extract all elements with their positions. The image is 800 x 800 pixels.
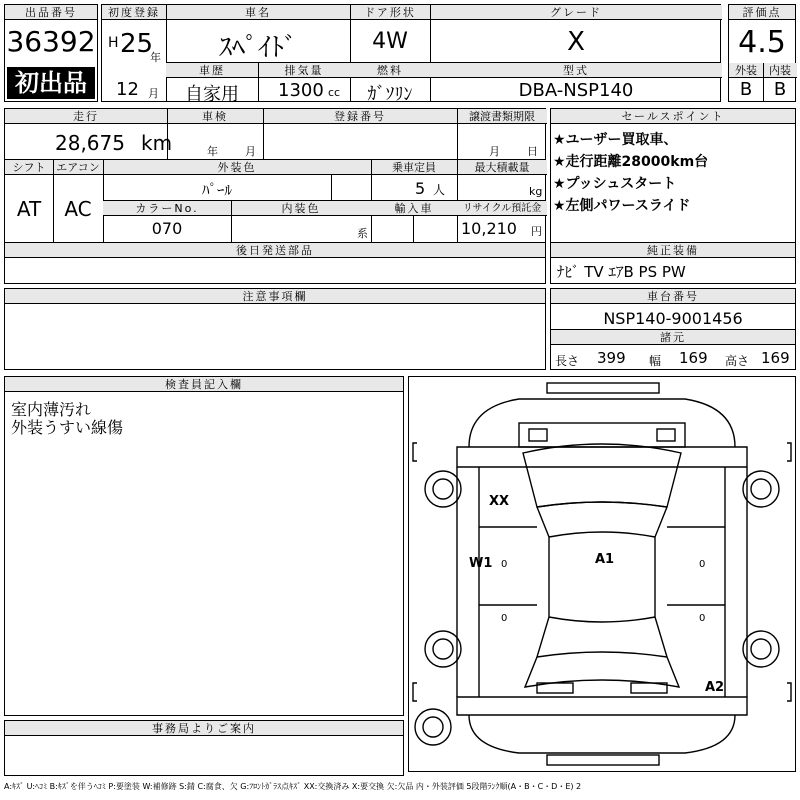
- inspection-month-unit: 月: [245, 145, 256, 158]
- damage-mark-a1: A1: [595, 552, 615, 567]
- score-header: 評価点: [729, 5, 795, 20]
- dims-header: 諸元: [551, 330, 795, 345]
- vehicle-info-box: [101, 4, 721, 105]
- door-type: 4W: [372, 29, 408, 54]
- year-unit: 年: [150, 51, 161, 64]
- exterior-header: 外装: [729, 63, 763, 78]
- load-unit: kg: [529, 185, 543, 198]
- recycle-header: リサイクル預託金: [457, 201, 547, 216]
- equipment-header: 純正装備: [551, 243, 795, 258]
- inspection-year-unit: 年: [207, 145, 218, 158]
- recycle-unit: 円: [531, 225, 542, 238]
- month-unit: 月: [148, 87, 159, 100]
- sales-points-header: セールスポイント: [551, 109, 795, 124]
- model-value: DBA-NSP140: [518, 80, 634, 101]
- car-name-header: 車名: [166, 5, 350, 20]
- transfer-month-unit: 月: [489, 145, 500, 158]
- grade-header: グレード: [430, 5, 722, 20]
- transfer-header: 譲渡書類期限: [457, 109, 547, 124]
- damage-mark-w1: W1: [469, 556, 493, 571]
- sales-point: ★左側パワースライド: [553, 198, 691, 214]
- car-diagram: [409, 377, 795, 771]
- sales-point: ★ユーザー買取車、: [553, 132, 678, 148]
- inspector-box: [4, 376, 404, 716]
- capacity-value: 5: [415, 179, 426, 198]
- import-header: 輸入車: [371, 201, 457, 216]
- details-box: [4, 108, 546, 284]
- color-value: ﾊﾟｰﾙ: [201, 181, 232, 199]
- first-listing-badge: 初出品: [7, 67, 95, 99]
- interior-grade: B: [773, 79, 787, 100]
- shift-value: AT: [16, 197, 42, 221]
- ac-header: エアコン: [53, 160, 103, 175]
- displacement-header: 排気量: [258, 63, 350, 78]
- history-value: 自家用: [185, 84, 239, 105]
- length-value: 399: [597, 349, 626, 367]
- capacity-header: 乗車定員: [371, 160, 457, 175]
- side-mark: 0: [501, 613, 508, 624]
- damage-legend: A:ｷｽﾞ U:ﾍｺﾐ B:ｷｽﾞを伴うﾍｺﾐ P:要塗装 W:補修跡 S:錆 C:腐食、欠 G:ﾌﾛﾝﾄｶﾞﾗｽ点ｷｽﾞ XX:交換済み X:要交換 欠:欠品 内・外装評価 5段階ﾗﾝｸ順(A・B・C・D・E) 2: [4, 782, 582, 791]
- transfer-day-unit: 日: [527, 145, 538, 158]
- fuel-value: ｶﾞｿﾘﾝ: [367, 84, 413, 105]
- ac-value: AC: [64, 197, 92, 221]
- score-value: 4.5: [738, 25, 786, 60]
- score-box: [728, 4, 796, 102]
- inspector-note: 室内薄汚れ: [11, 400, 92, 419]
- reg-month: 12: [116, 79, 139, 100]
- notes-box: [4, 288, 546, 370]
- interior-color-header: 内装色: [231, 201, 371, 216]
- fuel-header: 燃料: [350, 63, 430, 78]
- recycle-value: 10,210: [461, 219, 517, 238]
- side-mark: 0: [501, 559, 508, 570]
- height-value: 169: [761, 349, 790, 367]
- notes-header: 注意事項欄: [5, 289, 545, 304]
- chassis-number: NSP140-9001456: [603, 309, 743, 328]
- door-header: ドア形状: [350, 5, 430, 20]
- office-box: [4, 720, 404, 776]
- load-header: 最大積載量: [457, 160, 547, 175]
- plate-header: 登録番号: [263, 109, 457, 124]
- model-header: 型式: [430, 63, 722, 78]
- inspector-header: 検査員記入欄: [5, 377, 403, 392]
- mileage-unit: km: [141, 131, 173, 155]
- grade: X: [567, 27, 585, 57]
- office-header: 事務局よりご案内: [5, 721, 403, 736]
- side-mark: 0: [699, 559, 706, 570]
- sales-point: ★走行距離28000km台: [553, 154, 709, 170]
- interior-color-unit: 系: [357, 227, 368, 240]
- chassis-box: [550, 288, 796, 370]
- exterior-grade: B: [739, 79, 753, 100]
- sales-point: ★プッシュスタート: [553, 176, 677, 192]
- lot-header: 出品番号: [5, 5, 97, 20]
- length-label: 長さ: [555, 354, 580, 368]
- mileage-value: 28,675: [55, 131, 125, 155]
- capacity-unit: 人: [433, 183, 446, 197]
- displacement-unit: cc: [328, 86, 341, 99]
- color-no-header: カラーNo.: [103, 201, 231, 216]
- width-label: 幅: [649, 354, 662, 368]
- displacement-value: 1300: [278, 80, 324, 101]
- width-value: 169: [679, 349, 708, 367]
- side-mark: 0: [699, 613, 706, 624]
- reg-year: 25: [120, 29, 154, 59]
- equipment-value: ﾅﾋﾞ TV ｴｱB PS PW: [557, 263, 686, 281]
- lot-box: [4, 4, 98, 102]
- mileage-header: 走行: [5, 109, 167, 124]
- car-diagram-box: [408, 376, 796, 772]
- lot-number: 36392: [6, 25, 96, 58]
- damage-mark-a2: A2: [705, 680, 725, 695]
- sales-points-box: [550, 108, 796, 284]
- chassis-header: 車台番号: [551, 289, 795, 304]
- reg-year-header: 初度登録: [102, 5, 166, 20]
- shift-header: シフト: [5, 160, 53, 175]
- inspector-note: 外装うすい線傷: [11, 418, 124, 437]
- later-parts-header: 後日発送部品: [5, 243, 545, 258]
- history-header: 車歴: [166, 63, 258, 78]
- interior-header: 内装: [763, 63, 797, 78]
- color-header: 外装色: [103, 160, 371, 175]
- height-label: 高さ: [725, 354, 750, 368]
- inspection-header: 車検: [167, 109, 263, 124]
- era-label: H: [108, 35, 119, 51]
- damage-mark-xx: XX: [489, 494, 510, 509]
- color-no-value: 070: [151, 219, 183, 238]
- car-name: ｽﾍﾟｲﾄﾞ: [218, 33, 297, 63]
